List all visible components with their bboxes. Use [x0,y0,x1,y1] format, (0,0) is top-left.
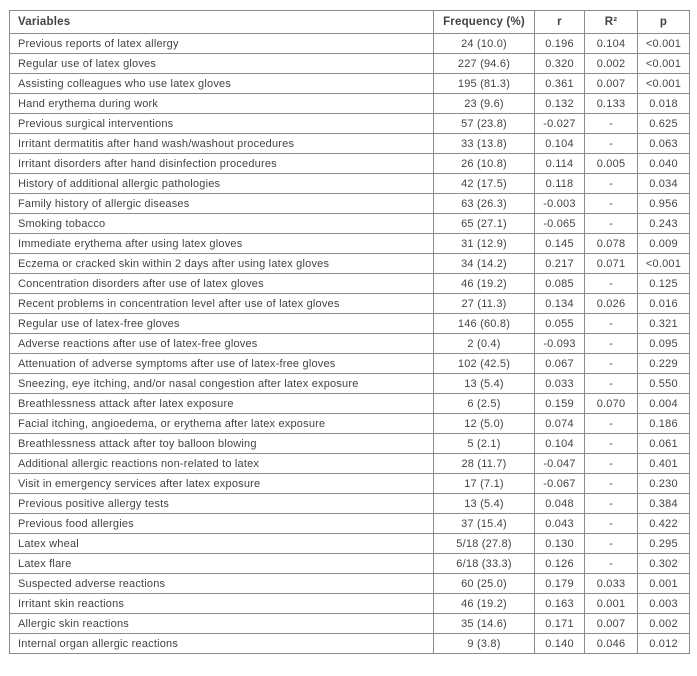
r-cell: -0.093 [535,334,585,354]
header-row [10,11,690,34]
r-squared-cell: - [585,514,638,534]
r-cell: 0.196 [535,34,585,54]
statistics-table [9,10,690,654]
r-cell: 0.159 [535,394,585,414]
r-squared-cell: - [585,414,638,434]
table-row [10,254,690,274]
table-row [10,414,690,434]
table-row [10,574,690,594]
r-cell: 0.118 [535,174,585,194]
r-squared-cell: - [585,454,638,474]
r-squared-cell: - [585,434,638,454]
frequency-cell: 23 (9.6) [434,94,535,114]
table-row [10,494,690,514]
r-cell: 0.132 [535,94,585,114]
p-cell: 0.004 [638,394,690,414]
frequency-cell: 37 (15.4) [434,514,535,534]
r-cell: 0.134 [535,294,585,314]
r-cell: 0.179 [535,574,585,594]
table-row [10,74,690,94]
variable-cell: Visit in emergency services after latex exposure [10,474,434,494]
variable-cell: Breathlessness attack after toy balloon blowing [10,434,434,454]
r-cell: 0.067 [535,354,585,374]
frequency-cell: 26 (10.8) [434,154,535,174]
variable-cell: Regular use of latex-free gloves [10,314,434,334]
frequency-cell: 13 (5.4) [434,374,535,394]
p-cell: <0.001 [638,34,690,54]
table-row [10,294,690,314]
frequency-cell: 46 (19.2) [434,594,535,614]
r-cell: 0.048 [535,494,585,514]
p-cell: 0.125 [638,274,690,294]
table-row [10,234,690,254]
frequency-cell: 12 (5.0) [434,414,535,434]
variable-cell: Family history of allergic diseases [10,194,434,214]
table-row [10,394,690,414]
p-cell: 0.229 [638,354,690,374]
p-cell: 0.295 [638,534,690,554]
r-squared-cell: - [585,114,638,134]
r-cell: 0.043 [535,514,585,534]
variable-cell: Latex wheal [10,534,434,554]
frequency-cell: 146 (60.8) [434,314,535,334]
p-cell: 0.401 [638,454,690,474]
frequency-cell: 35 (14.6) [434,614,535,634]
r-squared-cell: - [585,314,638,334]
frequency-cell: 34 (14.2) [434,254,535,274]
r-squared-cell: - [585,354,638,374]
p-cell: 0.003 [638,594,690,614]
table-row [10,454,690,474]
table-body [10,34,690,654]
p-cell: <0.001 [638,54,690,74]
r-cell: 0.145 [535,234,585,254]
table-row [10,594,690,614]
r-cell: -0.047 [535,454,585,474]
frequency-cell: 60 (25.0) [434,574,535,594]
frequency-cell: 13 (5.4) [434,494,535,514]
r-cell: 0.217 [535,254,585,274]
p-cell: 0.384 [638,494,690,514]
variable-cell: Previous surgical interventions [10,114,434,134]
r-squared-cell: - [585,474,638,494]
p-cell: 0.018 [638,94,690,114]
r-cell: 0.114 [535,154,585,174]
p-cell: 0.186 [638,414,690,434]
frequency-cell: 57 (23.8) [434,114,535,134]
r-cell: 0.130 [535,534,585,554]
r-cell: -0.065 [535,214,585,234]
table-row [10,374,690,394]
variable-cell: Assisting colleagues who use latex gloves [10,74,434,94]
p-cell: 0.063 [638,134,690,154]
r-squared-cell: 0.001 [585,594,638,614]
r-squared-cell: - [585,214,638,234]
r-squared-cell: 0.005 [585,154,638,174]
r-cell: 0.104 [535,434,585,454]
table-row [10,534,690,554]
variable-cell: Irritant dermatitis after hand wash/washout procedures [10,134,434,154]
frequency-cell: 65 (27.1) [434,214,535,234]
variable-cell: Previous reports of latex allergy [10,34,434,54]
frequency-cell: 227 (94.6) [434,54,535,74]
table-row [10,194,690,214]
p-cell: 0.321 [638,314,690,334]
r-cell: 0.104 [535,134,585,154]
p-cell: 0.243 [638,214,690,234]
r-cell: -0.067 [535,474,585,494]
variable-cell: Internal organ allergic reactions [10,634,434,654]
r-cell: 0.140 [535,634,585,654]
table-row [10,154,690,174]
r-squared-cell: - [585,374,638,394]
variable-cell: Suspected adverse reactions [10,574,434,594]
variable-cell: Regular use of latex gloves [10,54,434,74]
frequency-cell: 27 (11.3) [434,294,535,314]
column-header-r: r [535,11,585,34]
r-squared-cell: - [585,534,638,554]
table-row [10,134,690,154]
variable-cell: Previous positive allergy tests [10,494,434,514]
r-squared-cell: - [585,494,638,514]
r-squared-cell: 0.002 [585,54,638,74]
r-squared-cell: 0.071 [585,254,638,274]
p-cell: 0.012 [638,634,690,654]
p-cell: 0.230 [638,474,690,494]
variable-cell: Concentration disorders after use of latex gloves [10,274,434,294]
r-cell: 0.171 [535,614,585,634]
p-cell: 0.956 [638,194,690,214]
frequency-cell: 5/18 (27.8) [434,534,535,554]
variable-cell: Smoking tobacco [10,214,434,234]
r-cell: 0.361 [535,74,585,94]
table-row [10,94,690,114]
table-row [10,554,690,574]
r-cell: 0.055 [535,314,585,334]
r-squared-cell: 0.007 [585,614,638,634]
r-cell: 0.033 [535,374,585,394]
r-squared-cell: 0.070 [585,394,638,414]
p-cell: 0.001 [638,574,690,594]
r-squared-cell: - [585,134,638,154]
variable-cell: History of additional allergic pathologies [10,174,434,194]
variable-cell: Adverse reactions after use of latex-free gloves [10,334,434,354]
variable-cell: Facial itching, angioedema, or erythema after latex exposure [10,414,434,434]
frequency-cell: 33 (13.8) [434,134,535,154]
r-cell: -0.003 [535,194,585,214]
variable-cell: Additional allergic reactions non-related to latex [10,454,434,474]
p-cell: 0.009 [638,234,690,254]
frequency-cell: 5 (2.1) [434,434,535,454]
frequency-cell: 63 (26.3) [434,194,535,214]
table-row [10,114,690,134]
r-squared-cell: 0.033 [585,574,638,594]
frequency-cell: 31 (12.9) [434,234,535,254]
table-row [10,434,690,454]
frequency-cell: 195 (81.3) [434,74,535,94]
r-squared-cell: - [585,274,638,294]
p-cell: 0.302 [638,554,690,574]
table-row [10,54,690,74]
r-squared-cell: 0.007 [585,74,638,94]
variable-cell: Immediate erythema after using latex gloves [10,234,434,254]
frequency-cell: 102 (42.5) [434,354,535,374]
variable-cell: Sneezing, eye itching, and/or nasal congestion after latex exposure [10,374,434,394]
r-squared-cell: - [585,334,638,354]
r-cell: 0.126 [535,554,585,574]
table-row [10,354,690,374]
variable-cell: Eczema or cracked skin within 2 days after using latex gloves [10,254,434,274]
table-row [10,634,690,654]
variable-cell: Attenuation of adverse symptoms after use of latex-free gloves [10,354,434,374]
r-squared-cell: 0.046 [585,634,638,654]
p-cell: 0.002 [638,614,690,634]
table-row [10,514,690,534]
variable-cell: Recent problems in concentration level after use of latex gloves [10,294,434,314]
table-row [10,34,690,54]
r-squared-cell: - [585,194,638,214]
r-squared-cell: 0.026 [585,294,638,314]
frequency-cell: 46 (19.2) [434,274,535,294]
p-cell: <0.001 [638,254,690,274]
frequency-cell: 6 (2.5) [434,394,535,414]
p-cell: 0.625 [638,114,690,134]
variable-cell: Allergic skin reactions [10,614,434,634]
p-cell: 0.034 [638,174,690,194]
p-cell: 0.422 [638,514,690,534]
r-squared-cell: - [585,174,638,194]
r-cell: 0.074 [535,414,585,434]
column-header-r-squared: R² [585,11,638,34]
p-cell: 0.040 [638,154,690,174]
r-cell: 0.320 [535,54,585,74]
variable-cell: Hand erythema during work [10,94,434,114]
r-cell: -0.027 [535,114,585,134]
p-cell: <0.001 [638,74,690,94]
variable-cell: Latex flare [10,554,434,574]
table-row [10,334,690,354]
frequency-cell: 6/18 (33.3) [434,554,535,574]
column-header-p: p [638,11,690,34]
variable-cell: Previous food allergies [10,514,434,534]
frequency-cell: 17 (7.1) [434,474,535,494]
table-row [10,314,690,334]
table-row [10,474,690,494]
table-row [10,614,690,634]
r-squared-cell: 0.104 [585,34,638,54]
p-cell: 0.061 [638,434,690,454]
frequency-cell: 28 (11.7) [434,454,535,474]
frequency-cell: 2 (0.4) [434,334,535,354]
frequency-cell: 42 (17.5) [434,174,535,194]
table-row [10,214,690,234]
column-header-variables: Variables [10,11,434,34]
p-cell: 0.550 [638,374,690,394]
variable-cell: Breathlessness attack after latex exposure [10,394,434,414]
table-row [10,274,690,294]
variable-cell: Irritant disorders after hand disinfection procedures [10,154,434,174]
frequency-cell: 9 (3.8) [434,634,535,654]
p-cell: 0.016 [638,294,690,314]
frequency-cell: 24 (10.0) [434,34,535,54]
r-squared-cell: 0.078 [585,234,638,254]
r-cell: 0.085 [535,274,585,294]
p-cell: 0.095 [638,334,690,354]
r-squared-cell: - [585,554,638,574]
r-squared-cell: 0.133 [585,94,638,114]
variable-cell: Irritant skin reactions [10,594,434,614]
table-row [10,174,690,194]
r-cell: 0.163 [535,594,585,614]
column-header-frequency: Frequency (%) [434,11,535,34]
